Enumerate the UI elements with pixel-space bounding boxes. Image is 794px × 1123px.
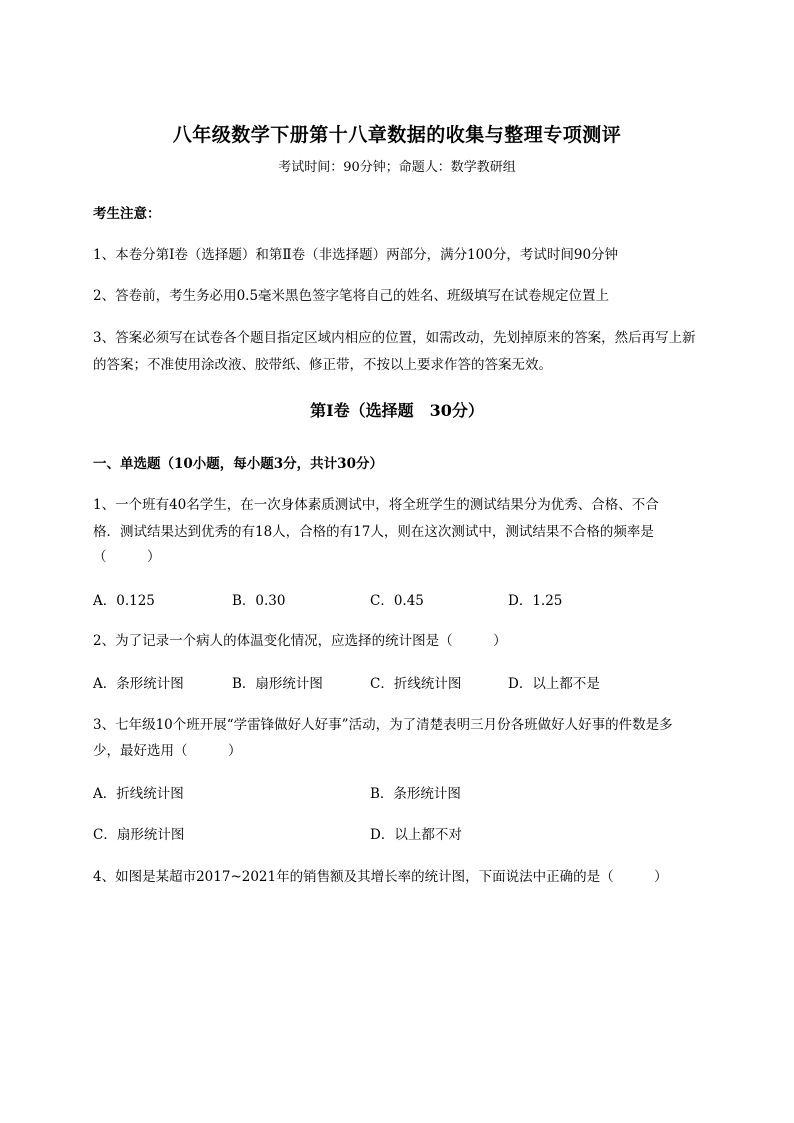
question-3-text: 少，最好选用（ ）	[93, 743, 242, 759]
option-b[interactable]: B．0.30	[232, 593, 286, 609]
question-2-text: 2、为了记录一个病人的体温变化情况，应选择的统计图是（ ）	[93, 633, 507, 649]
option-a[interactable]: A．折线统计图	[93, 786, 184, 802]
notice-heading: 考生注意：	[93, 206, 161, 222]
option-b[interactable]: B．扇形统计图	[232, 676, 323, 692]
page-title: 八年级数学下册第十八章数据的收集与整理专项测评	[172, 124, 622, 146]
option-b[interactable]: B．条形统计图	[370, 786, 461, 802]
option-d[interactable]: D．以上都不对	[370, 827, 462, 843]
question-4-text: 4、如图是某超市2017~2021年的销售额及其增长率的统计图，下面说法中正确的是（ ）	[93, 869, 668, 885]
part-heading: 一、单选题（10小题，每小题3分，共计30分）	[93, 456, 383, 472]
option-a[interactable]: A．条形统计图	[93, 676, 184, 692]
option-a[interactable]: A．0.125	[93, 593, 155, 609]
option-d[interactable]: D．1.25	[508, 593, 563, 609]
option-c[interactable]: C．扇形统计图	[93, 827, 185, 843]
question-1-text: 格．测试结果达到优秀的有18人，合格的有17人，则在这次测试中，测试结果不合格的频率是	[93, 524, 654, 540]
option-d[interactable]: D．以上都不是	[508, 676, 600, 692]
option-c[interactable]: C．0.45	[370, 593, 424, 609]
notice-item: 的答案；不准使用涂改液、胶带纸、修正带，不按以上要求作答的答案无效。	[93, 357, 552, 373]
page-subtitle: 考试时间：90分钟；命题人：数学教研组	[278, 160, 516, 175]
notice-item: 1、本卷分第I卷（选择题）和第Ⅱ卷（非选择题）两部分，满分100分，考试时间90分钟	[93, 247, 619, 263]
question-1-blank: （ ）	[93, 549, 161, 565]
notice-item: 3、答案必须写在试卷各个题目指定区域内相应的位置，如需改动，先划掉原来的答案，然后再写上新	[93, 330, 696, 346]
option-c[interactable]: C．折线统计图	[370, 676, 462, 692]
notice-item: 2、答卷前，考生务必用0.5毫米黑色签字笔将自己的姓名、班级填写在试卷规定位置上	[93, 288, 610, 304]
question-1-text: 1、一个班有40名学生，在一次身体素质测试中，将全班学生的测试结果分为优秀、合格、不合	[93, 497, 659, 513]
section-title: 第I卷（选择题 30分）	[310, 401, 484, 420]
question-3-text: 3、七年级10个班开展“学雷锋做好人好事”活动，为了清楚表明三月份各班做好人好事的件数是多	[93, 717, 673, 733]
